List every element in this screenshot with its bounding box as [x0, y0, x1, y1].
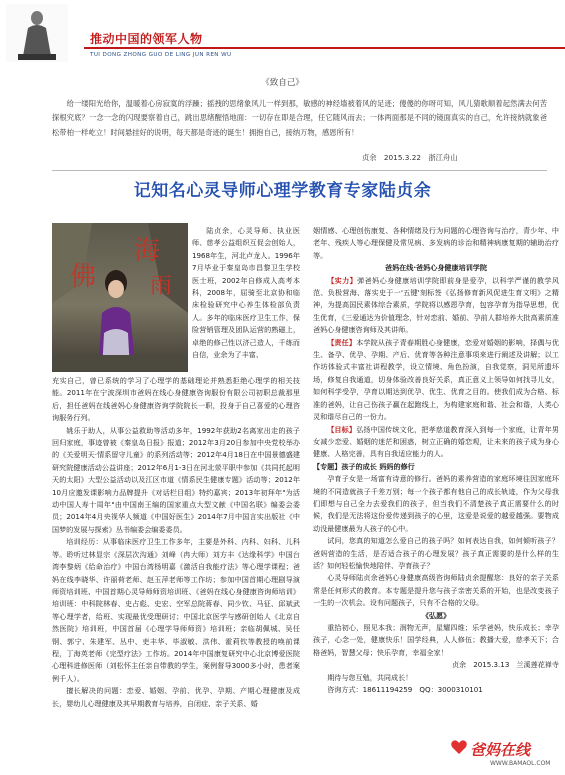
article-title: 记知名心灵导师心理学教育专家陆贞余 [133, 181, 432, 201]
intro-paragraph: 陆贞余，心灵导师、执业医师、慈孝公益组织互促会创始人，1968年生，河北卢龙人。1996年7月毕业于秦皇岛市昌黎卫生学校医士班，2002年自修成人高考本科，2008年，屈骑至北京协和临床检验研究中心养生体检部负责人。多年的临床医疗卫生工作，保险营销管理及团队运营的熟磁上，卓绝的修己性以济己造人，千练而自信，业余为了丰富、 [192, 226, 300, 360]
paragraph: 孕育子女是一场富有诗意的修行。爸妈的素养营造的家庭环境往因家庭环境的不同造就孩子千差万别；每一个孩子都有他自己的成长轨迹，作为父母我们即想与自己全力去爱我们的孩子，但当我们不清楚孩子真正需要什么的时候，我们是无法将这份爱传递到孩子的心里，这爱是说爱的越爱越强。要物成动没最健康最为人孩子的心中。 [313, 474, 559, 533]
rock-inscription: 海 [134, 236, 161, 266]
section-paragraph [313, 337, 559, 424]
page-header [0, 0, 565, 64]
section-paragraph [313, 275, 559, 337]
subsection-heading: 爸妈在线·爸妈心身健康培训学院 [384, 263, 487, 273]
paragraph: 试问，您真的知道怎么爱自己的孩子吗？如何表达自我，如何倾听孩子？爸妈营造的生活，是否适合孩子的心理发展？孩子真正需要的是什么样的生活？如何轻松愉快地陪伴、孕育孩子？ [313, 536, 559, 570]
topic-title: 【专题】孩子的成长 妈妈的修行 [313, 461, 415, 471]
section-text: 弘扬中国传统文化，把孝慈道教育深入到每一个家庭，让青年男女减少恋爱、婚姻的迷茫和困惑，树立正确的婚恋观，让未来的孩子成为身心健康、人格完善，具有自我适应能力的人。 [313, 424, 560, 459]
section-label: 【目标】 [327, 424, 357, 434]
poem-title: 《致自己》 [261, 78, 304, 88]
hongyuan-title: 《弘愿》 [421, 610, 451, 620]
hongyuan-text: 重拾初心，照见本我；润物无声，星耀四维；乐学爸妈，快乐成长；幸孕孩子，心念一处，健康快乐！国学经典，人人修伍；教播大爱，慈孝天下；合格爸妈，智慧父母；快乐孕育，幸福全家！ [313, 623, 559, 657]
heart-icon [450, 738, 468, 756]
section-label: 【实力】 [327, 275, 358, 285]
paragraph: 心灵导师陆贞余爸妈心身健康高级咨询师陆贞余提醒您：良好的亲子关系常是任何形式的教育。本专题是提升您与孩子亲密关系的开始，也是改变孩子一生的一次机会。设有问题孩子，只有不合格的父母。 [313, 573, 559, 608]
section-pinyin: TUI DONG ZHONG GUO DE LING JUN REN WU [90, 52, 232, 58]
signature: 贞余 2015.3.13 兰溪莲花禅寺 [451, 660, 559, 670]
portrait-image [52, 223, 188, 372]
phone-line: 咨询方式：18611194259 QQ：3000310101 [327, 685, 483, 695]
rock-inscription: 佛 [70, 262, 97, 292]
paragraph: 姚乐于助人，从事公益救助等活动多年，1992年获助2名离家出走的孩子回归家庭，事迹曾被《秦皇岛日报》报道；2012年3月20日参加中央党校举办的《关爱明天·情系留守儿童》的系列活动等；2012年4月18日在中国景德盛建研究院健康活动公益讲座；2012年6月1-3日在河北荥平职中参加《共同托起明天的太阳》大型公益活动以及江区市道《情系民生健康专题》活动等；2012年10月应邀发课影响力品牌提升《对话栏目组》特约嘉宾；2013年初拜年"为活动中国人寿十周年"由中国南王编的国家重点大型文献《中国名联》编委会委员；2014年4月央视华人频道《中国好医生》2014年7月中国言实出版社《中国梦的发展与探索》丛书编委会编委委员。 [52, 425, 300, 534]
contact-line: 期待与您互勉，共同成长！ [327, 672, 413, 682]
brand-url: WWW.BAMAOL.COM [490, 760, 551, 767]
brand-logo-text: 爸妈在线 [470, 741, 531, 759]
section-label: 【责任】 [327, 337, 357, 347]
divider [52, 170, 547, 171]
rock-inscription: 雨 [150, 274, 173, 299]
paragraph: 培训经历：从事临床医疗卫生工作多年，主要是外科、内科、妇科、儿科等。聆听过林显宗《深层次沟通》刘峰（冉大师）刘方丰《达缘科学》中国台湾李黎炳《给命治疗》中国台湾杨明嘉《激活自我能疗法》等心理学课程；爸妈在线李晓华、许丽荷老师、赵玉萍老师等工作坊；参加中国首期心理剧导演师资培训班、中国首期心灵导师师资培训班、《爸妈在线心身健康咨询师培训》培训班：中科院林春、史占彪、史宏、空军总院蒋春、同少钦、马征、邱斌武等心理学者，给班、实现最优受理研讨；中国北京医学与感研创始人《北京自然医院》培训班，中国首届《心理学导师师资》培训班；亲临胡佩城、吴任钢、郭宁、朱建军、丛中、吏丰华、毕淑敏、洪伟、霍莉钦等教授的唤前课程，丁海英老师《完型疗法》工作坊。2014年中国康复研究中心北京博爱医院心理科进修医师（刘松怀主任亲自带教的学生，案例督导3000多小时，患者案例千人）。 [52, 537, 300, 683]
portrait-photo [52, 223, 188, 372]
intro-text [192, 225, 300, 361]
buddha-statue-image [6, 4, 68, 62]
section-title: 推动中国的领军人物 [90, 32, 203, 46]
paragraph: 充实自己，曾已系统的学习了心理学的基础理论并熟悉拒绝心理学的相关技能。2011年在宁波深圳市爸妈在线心身健康咨询服份有限公司初职总裁那里后，担任爸妈在线爸妈心身健康咨询学院院长一职，投身于自己喜爱的心理咨询服务行列。 [52, 376, 300, 423]
poem-signature: 贞余 2015.3.22 浙江舟山 [362, 153, 458, 162]
section-paragraph [313, 424, 559, 461]
poem-body: 给一缕阳光给你，温暖着心房寂寞的浮躁；摇拽的思绪象风儿一样到那，敏感的神经墙被着风的足迹；傻傻的你呀可知，风儿猜歌顺着起然满去何苦探根究底？一念一念的闪现要察着自己，跳出思绪醒悟地面：一切存在即是合理，任它随风而去；一体两面那是不同的镜面真实的自己，允许接纳就象爸松带柏一样屹立！时间悬挂好的说明，每天都是奇迹的诞生！拥抱自己，接纳万物，感恩所有！ [52, 99, 547, 137]
paragraph: 擅长解决的问题：恋爱、婚姻、孕前、优孕、孕期、产期心理健康及成长，婴幼儿心理健康及其早期教育与培养，自闭症、亲子关系、婚 [52, 686, 300, 708]
column-left [52, 375, 300, 710]
header-rule [84, 47, 565, 49]
section-text: 本学院从孩子青春期胜心身健康，恋爱对婚姻的影响，择偶与优生、备孕、优孕、孕期、产后、优育等各种注意事项来进行阐述及讲解；以工作坊体验式丰富社讲程教学，设立情境、角色扮演，自我觉察，洞见所遗坏场，修复自我通道，切身体验改善良好关系，真正意义上领导如何找寻儿女，如何科学受孕，孕育以期达到优孕、优生、优育之目的。使我们成为合格、标准的爸妈，让自己伤孩子赢在起跑线上，为构建家庭和谐、社会和谐，人类心灵和谐尽自己的一份力。 [313, 337, 560, 422]
column-right [313, 225, 559, 696]
paragraph: 姻情感、心理创伤康复、各种情绪及行为问题的心理咨询与治疗，青少年、中老年、残疾人等心理保健及常见病、多发病的诊治和精神病康复期的辅助治疗等。 [313, 226, 559, 260]
section-text: 弹爸妈心身健康培训学院即前身是爱孕，以科学严谨的教学风范、负极营海、落实史于一'五键'刻标签《弘扬修育新风促进生育文明》之精神，为提高国民素体综合素质，学院将以感恩孕育，包容孕育为指导思想，优生优育，《三爱通达为价值理念，针对恋前、婚前、孕前人群培养大批高素质准爸妈心身健康咨询师及其讲师。 [313, 275, 560, 335]
